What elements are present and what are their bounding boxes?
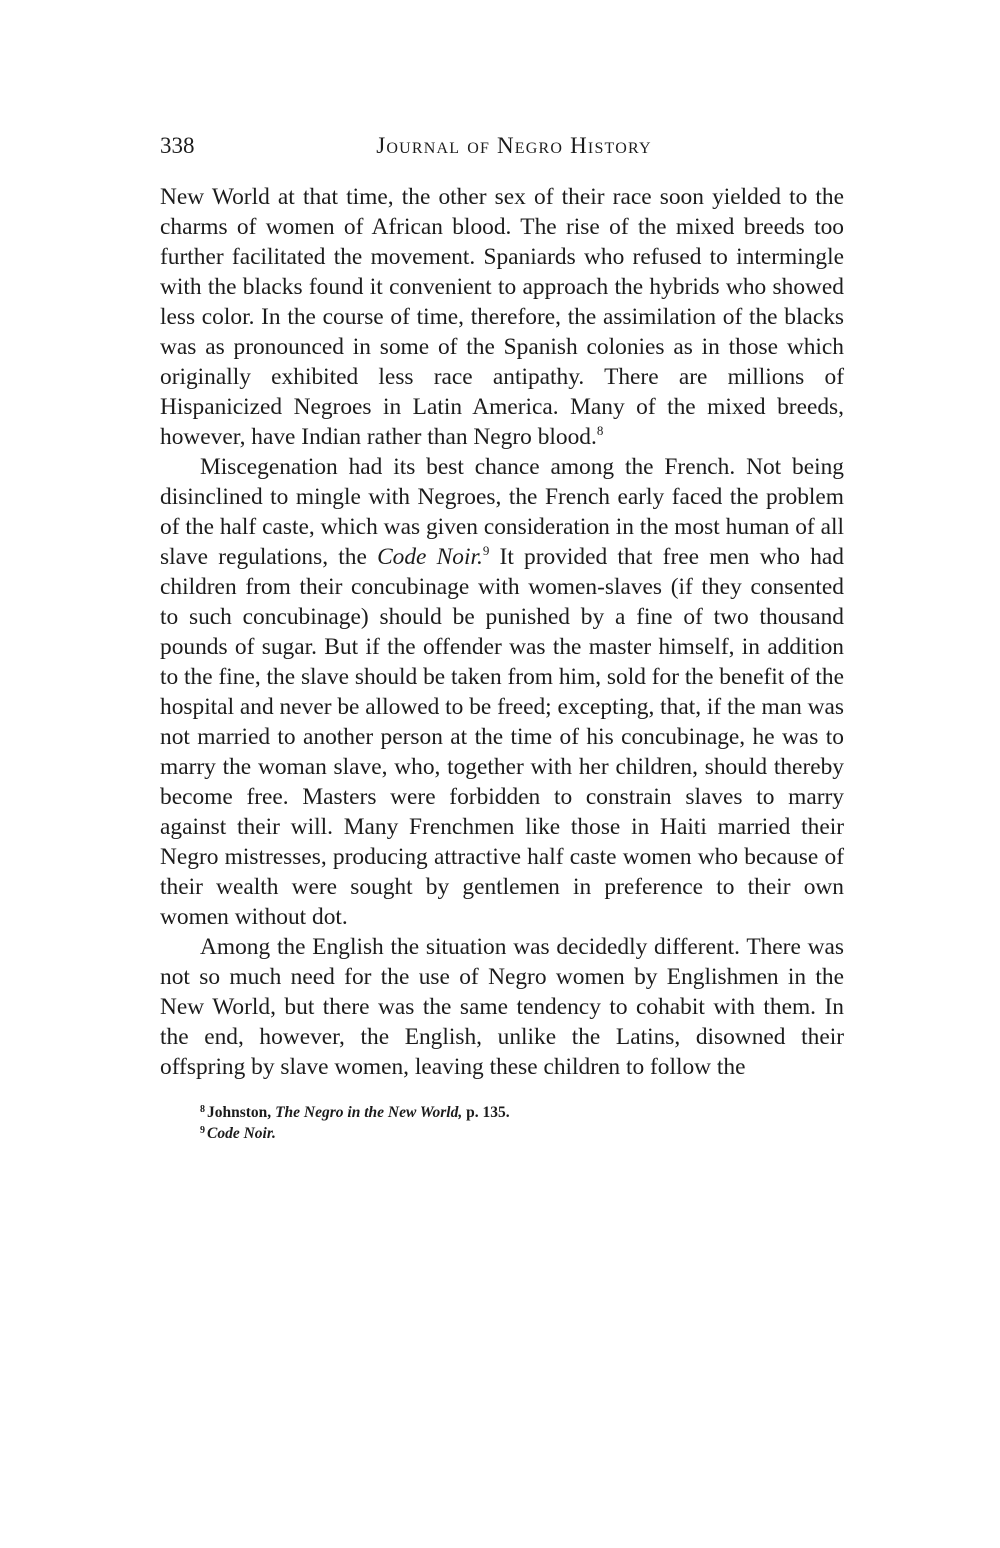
footnote-9 xyxy=(200,1123,844,1144)
paragraph-2-text-start: Miscegenation had its best chance among the French. Not being disinclined to mingle with Negroes, the French early faced the problem of the half caste, which was given consideration in the most human of all slave regulations, the xyxy=(160,454,844,570)
footnote-9-title: Code Noir. xyxy=(207,1125,276,1142)
page xyxy=(160,128,844,1144)
footnote-8-marker: 8 xyxy=(200,1104,205,1115)
body-text xyxy=(160,182,844,1082)
footnote-8-rest: p. 135. xyxy=(462,1104,510,1121)
footnotes xyxy=(160,1102,844,1144)
page-number: 338 xyxy=(160,133,195,158)
paragraph-1-text: New World at that time, the other sex of their race soon yielded to the charms of women of African blood. The rise of the mixed breeds too further facilitated the movement. Spaniards who refused to intermingle with the blacks found it convenient to approach the hybrids who showed less color. In the course of time, therefore, the assimilation of the blacks was as pronounced in some of the Spanish colonies as in those which originally exhibited less race antipathy. There are millions of Hispanicized Negroes in Latin America. Many of the mixed breeds, however, have Indian rather than Negro blood. xyxy=(160,184,844,450)
footnote-8-title: The Negro in the New World, xyxy=(275,1104,463,1121)
footnote-ref-8: 8 xyxy=(596,423,604,438)
footnote-8-author: Johnston, xyxy=(207,1104,276,1121)
code-noir-italic: Code Noir. xyxy=(377,544,483,570)
footnote-8 xyxy=(200,1102,844,1123)
running-head xyxy=(160,128,844,164)
paragraph-3 xyxy=(160,932,844,1082)
paragraph-3-text: Among the English the situation was decidedly different. There was not so much need for the use of Negro women by Englishmen in the New World, but there was the same tendency to cohabit with them. In the end, however, the English, unlike the Latins, disowned their offspring by slave women, leaving these children to follow the xyxy=(160,934,844,1080)
footnote-9-marker: 9 xyxy=(200,1125,205,1136)
paragraph-1 xyxy=(160,182,844,452)
footnote-ref-9: 9 xyxy=(482,543,490,558)
paragraph-2 xyxy=(160,452,844,932)
paragraph-2-text-end: It provided that free men who had children from their concubinage with women-slaves (if they consented to such concubinage) should be punished by a fine of two thousand pounds of sugar. But if the offender was the master himself, in addition to the fine, the slave should be taken from him, sold for the benefit of the hospital and never be allowed to be freed; excepting, that, if the man was not married to another person at the time of his concubinage, he was to marry the woman slave, who, together with her children, should thereby become free. Masters were forbidden to constrain slaves to marry against their will. Many Frenchmen like those in Haiti married their Negro mistresses, producing attractive half caste women who because of their wealth were sought by gentlemen in preference to their own women without dot. xyxy=(160,544,844,930)
journal-title: Journal of Negro History xyxy=(376,133,652,158)
